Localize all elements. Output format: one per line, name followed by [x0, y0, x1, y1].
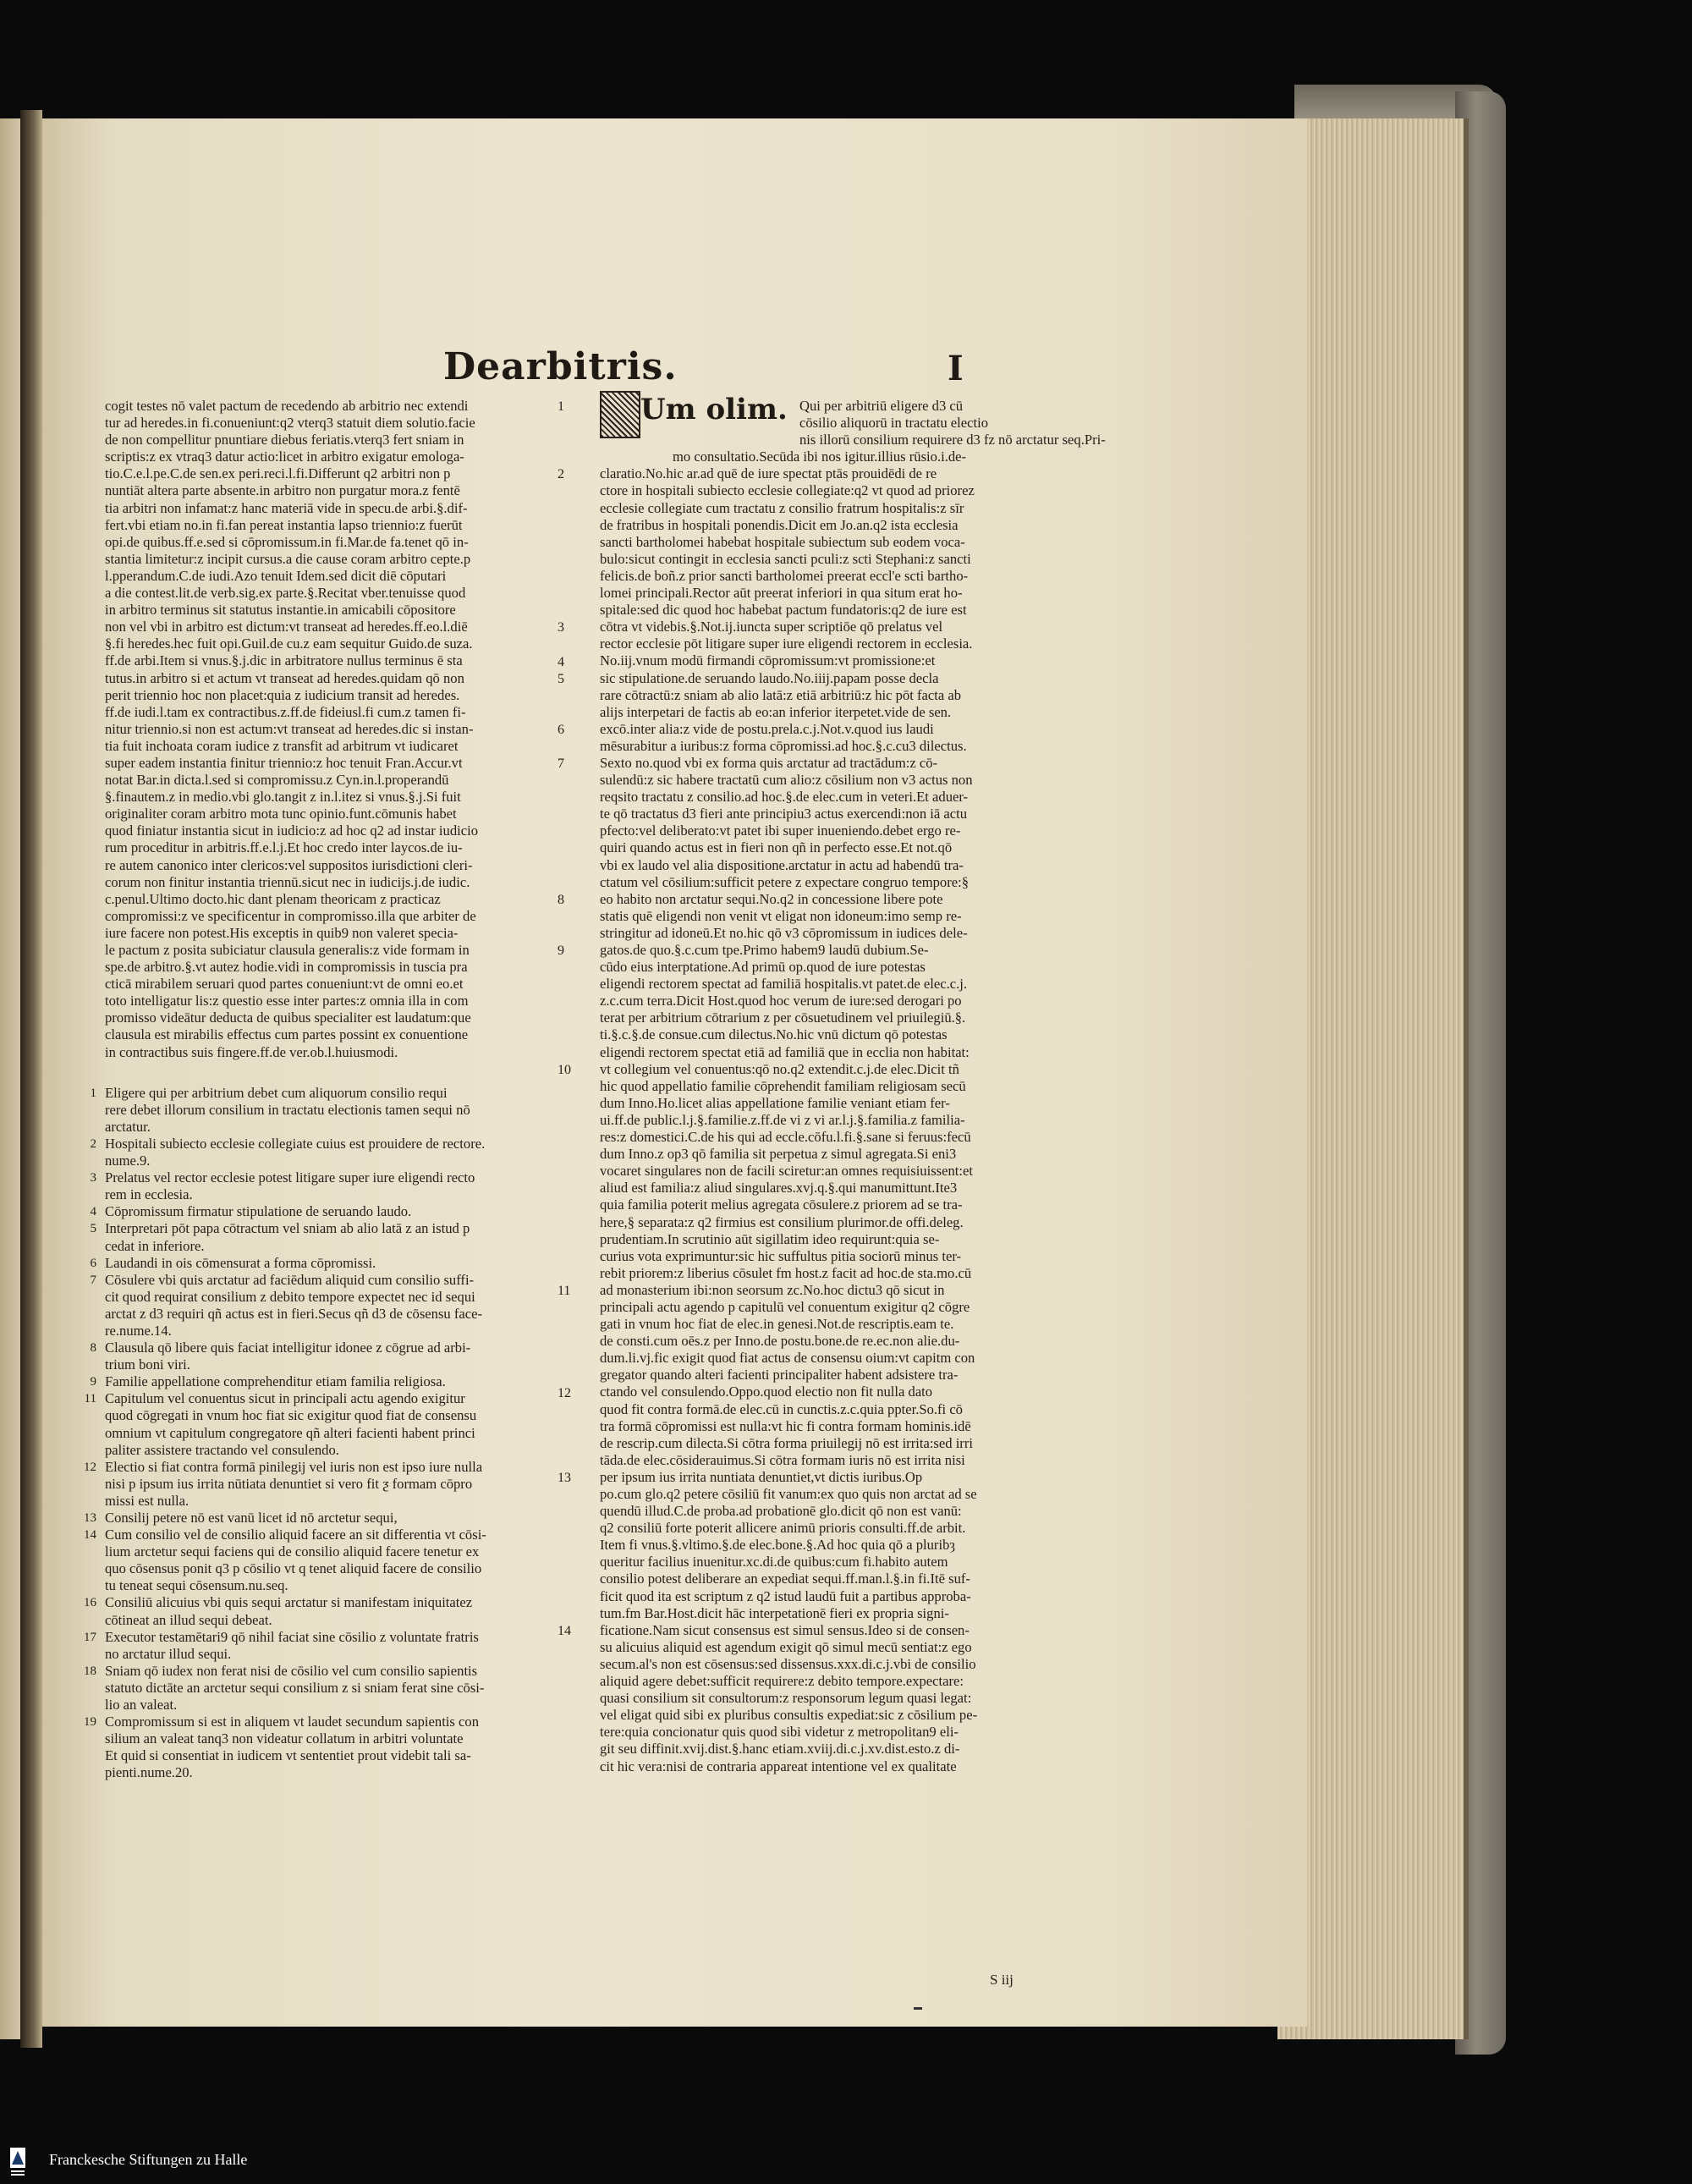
text-line: de consti.cum oēs.z per Inno.de postu.bone.de re.ec.non alie.du-	[600, 1333, 960, 1350]
summary-line: Prelatus vel rector ecclesie potest litigare super iure eligendi recto	[105, 1169, 475, 1186]
summary-line: tu teneat sequi cōsensum.nu.seq.	[105, 1577, 288, 1594]
summary-number: 5	[90, 1222, 96, 1236]
marginal-number: 5	[558, 671, 564, 686]
text-line: stantia limitetur:z incipit cursus.a die cause coram arbitro cepte.p	[105, 550, 471, 567]
left-column	[68, 398, 544, 1782]
text-line: reqsito tractatu z consilio.ad hoc.§.de elec.cum in veteri.Et aduer-	[600, 789, 969, 806]
text-line: curius vota exprimuntur:sic hic suffultus pitia sociorū minus ter-	[600, 1247, 962, 1264]
text-line: in arbitro terminus sit statutus instantie.in amicabili cōpositore	[105, 602, 456, 619]
text-line: pfecto:vel deliberato:vt patet ibi super inueniendo.debet ergo re-	[600, 822, 961, 839]
summary-line: arctat z d3 requiri qñ actus est in fieri.Secus qñ d3 de cōsensu face-	[105, 1305, 483, 1322]
summary-number: 3	[90, 1171, 96, 1186]
summary-line: cōtineat an illud sequi debeat.	[105, 1611, 272, 1628]
summary-line: quo cōsensus ponit q3 p cōsilio vt q tenet aliquid facere de consilio	[105, 1560, 482, 1577]
text-line: tur ad heredes.in fi.conueniunt:q2 vterq3 statuit diem solutio.facie	[105, 415, 475, 432]
text-line: bulo:sicut contingit in ecclesia sancti pculi:z scti Stephani:z sancti	[600, 550, 971, 567]
marginal-number: 4	[558, 654, 564, 669]
text-line: tāda.de elec.cōsiderauimus.Si cōtra formam iuris nō est irrita nisi	[600, 1451, 965, 1468]
marginal-number: 10	[558, 1062, 571, 1077]
marginal-number: 3	[558, 620, 564, 635]
text-line: sulendū:z sic habere tractatū cum alio:z cōsilium non v3 actus non	[600, 772, 973, 789]
text-line: vocaret singulares non de facili sciretur:an omnes requisiuissent:et	[600, 1163, 973, 1180]
running-title: Dearbitris.	[443, 345, 678, 388]
text-line: ecclesie collegiate cum tractatu z consilio fratrum hospitalis:z sīr	[600, 499, 964, 516]
summary-item	[68, 1169, 544, 1203]
text-line: po.cum glo.q2 petere cōsiliū fit vanum:ex quo quis non arctat ad se	[600, 1486, 977, 1502]
text-line: opi.de quibus.ff.e.sed si cōpromissum.in fi.Mar.de fa.tenet qō in-	[105, 533, 469, 550]
text-line: cogit testes nō valet pactum de recedendo ab arbitrio nec extendi	[105, 398, 469, 414]
text-line: cōtra vt videbis.§.Not.ij.iuncta super scriptiōe qō prelatus vel	[600, 619, 943, 635]
text-line: aliquid agere debet:sufficit requirere:z debito tempore.expectare:	[600, 1673, 964, 1690]
text-line: rum proceditur in arbitris.ff.e.l.j.Et hoc credo inter laycos.de iu-	[105, 839, 463, 856]
text-line: fert.vbi etiam no.in fi.fan pereat instantia lapso triennio:z fuerūt	[105, 516, 463, 533]
summary-line: silium an valeat tanq3 non videatur collatum in arbitri voluntate	[105, 1730, 464, 1747]
institution-name: Franckesche Stiftungen zu Halle	[49, 2151, 248, 2168]
text-line: stringitur ad idoneū.Et no.hic qō v3 cōpromissum in iudices dele-	[600, 924, 968, 941]
text-line: nis illorū consilium requirere d3 fz nō arctatur seq.Pri-	[799, 432, 1106, 448]
summary-line: omnium vt capitulum congregatore qñ alteri facienti habent princi	[105, 1424, 475, 1441]
summary-line: pienti.nume.20.	[105, 1764, 193, 1781]
text-line: spitale:sed dic quod hoc habebat pactum fundatoris:q2 de iure est	[600, 602, 967, 619]
text-line: rare cōtractū:z sniam ab alio latā:z etiā arbitriū:z hic pōt facta ab	[600, 686, 962, 703]
summary-line: Sniam qō iudex non ferat nisi de cōsilio vel cum consilio sapientis	[105, 1662, 478, 1679]
summary-line: cedat in inferiore.	[105, 1237, 205, 1254]
book-page	[34, 118, 1307, 2027]
summary-number: 11	[84, 1392, 96, 1406]
text-line: No.iij.vnum modū firmandi cōpromissum:vt promissione:et	[600, 652, 936, 669]
text-line: mo consultatio.Secūda ibi nos igitur.illius rūsio.i.de-	[673, 448, 967, 465]
summary-line: paliter assistere tractando vel consulendo.	[105, 1441, 339, 1458]
summary-item	[68, 1220, 544, 1254]
text-line: su alicuius aliquid est agendum exigit qō simul mecū sentiat:z ego	[600, 1638, 972, 1655]
text-line: queritur facilius inuenitur.xc.di.de quibus:cum fi.habito autem	[600, 1554, 948, 1571]
summary-line: Interpretari pōt papa cōtractum vel sniam ab alio latā z an istud p	[105, 1220, 470, 1237]
text-line: ficit quod ita est scriptum z q2 istud laudū fuit a partibus approba-	[600, 1587, 971, 1604]
institution-logo-icon	[8, 2146, 27, 2178]
marginal-number: 8	[558, 892, 564, 907]
summary-number: 18	[84, 1664, 96, 1678]
text-line: Item fi vnus.§.vltimo.§.de elec.bone.§.Ad hoc quia qō a pluribȝ	[600, 1537, 955, 1554]
summary-item	[68, 1527, 544, 1594]
text-line: super eadem instantia finitur triennio:z hoc tenuit Fran.Accur.vt	[105, 754, 463, 771]
summary-line: lium arctetur sequi faciens qui de consilio aliquid facere tenetur ex	[105, 1543, 480, 1560]
text-line: secum.al's non est cōsensus:sed dissensus.xxx.di.c.j.vbi de consilio	[600, 1655, 976, 1672]
text-line: aliud est familia:z aliud singulares.xvj.q.§.qui manumittunt.Ite3	[600, 1180, 958, 1197]
text-line: cticā mirabilem seruari quod partes conueniunt:vt de omni eo.et	[105, 976, 464, 993]
text-line: alijs interpetari de factis ab eo:an inferior iterpetet.vide de sen.	[600, 703, 952, 720]
summary-item	[68, 1136, 544, 1169]
text-line: eligendi rectorem spectat ad familiā hospitalis.vt patet.de elec.c.j.	[600, 976, 968, 993]
text-line: perit triennio hoc non placet:quia z iudicium transit ad heredes.	[105, 686, 460, 703]
text-line: c.penul.Ultimo docto.hic dant plenam theoricam z practicaz	[105, 890, 441, 907]
summary-item	[68, 1203, 544, 1220]
text-line: l.pperandum.C.de iudi.Azo tenuit Idem.sed dicit diē cōputari	[105, 567, 447, 584]
text-line: gregator quando alteri facienti principaliter habent adsistere tra-	[600, 1367, 959, 1384]
text-line: nuntiāt altera parte absente.in arbitro non purgatur mora.z fentē	[105, 482, 460, 499]
text-line: excō.inter alia:z vide de postu.prela.c.j.Not.v.quod ius laudi	[600, 720, 934, 737]
marginal-number: 9	[558, 943, 564, 959]
summary-item	[68, 1629, 544, 1663]
summary-line: cit quod requirat consilium z debito tempore expectet nec id sequi	[105, 1288, 475, 1305]
text-line: sancti bartholomei habebat hospitale subiectum sub eodem voca-	[600, 533, 965, 550]
text-line: felicis.de boñ.z prior sancti bartholomei preerat eccl'e scti bartho-	[600, 567, 969, 584]
text-line: quasi consilium sit consultorum:z responsorum legum quasi legat:	[600, 1690, 972, 1707]
text-line: ui.ff.de public.l.j.§.familie.z.ff.de vi z vi ar.l.j.§.familia.z familia-	[600, 1111, 965, 1128]
summary-line: Familie appellatione comprehenditur etiam familia religiosa.	[105, 1373, 446, 1390]
summary-number: 14	[84, 1528, 96, 1543]
marginal-number: 6	[558, 722, 564, 737]
text-line: statis quē eligendi non venit vt eligat non idoneum:imo semp re-	[600, 907, 962, 924]
summary-number: 9	[90, 1375, 96, 1389]
summary-line: Capitulum vel conuentus sicut in principali actu agendo exigitur	[105, 1390, 465, 1407]
text-line: rector ecclesie pōt litigare super iure eligendi rectorem in ecclesia.	[600, 635, 973, 652]
text-line: tia fuit inchoata coram iudice z transfit ad arbitrum vt iudicaret	[105, 737, 459, 754]
text-line: principali actu agendo p capitulū vel conuentum exigitur q2 cōgre	[600, 1298, 970, 1315]
text-line: ti.§.c.§.de consue.cum dilectus.No.hic vnū dictum qō potestas	[600, 1026, 948, 1043]
summary-line: missi est nulla.	[105, 1492, 190, 1509]
text-line: te qō tractatus d3 fieri ante principiu3 actus exercendi:non iā actu	[600, 806, 968, 822]
text-line: le pactum z posita subiciatur clausula generalis:z vide formam in	[105, 942, 470, 958]
text-line: quendū illud.C.de proba.ad probationē glo.dicit qō non est vanū:	[600, 1503, 962, 1520]
marginal-number: 14	[558, 1624, 571, 1639]
summaries-list	[68, 1085, 544, 1782]
text-line: ctatum vel cōsilium:sufficit petere z expectare congruo tempore:§	[600, 873, 970, 890]
text-line: compromissi:z ve specificentur in compromisso.illa que arbiter de	[105, 907, 476, 924]
summary-line: lio an valeat.	[105, 1697, 178, 1714]
page-header	[34, 345, 1307, 396]
summary-line: quod cōgregati in vnum hoc fiat sic exigitur quod fiat de consensu	[105, 1407, 477, 1424]
text-line: quod fit contra formā.de elec.cū in cunctis.z.c.quia ppter.So.fi cō	[600, 1400, 963, 1417]
summary-line: trium boni viri.	[105, 1356, 190, 1373]
text-line: promisso videātur deducta de quibus specialiter est laudatum:que	[105, 1009, 471, 1026]
text-line: Sexto no.quod vbi ex forma quis arctatur ad tractādum:z cō-	[600, 754, 938, 771]
text-line: quia familia poterit melius agregata cōsulere.z priorem ad se tra-	[600, 1197, 963, 1213]
text-line: cit hic vera:nisi de contraria appareat intentione vel ex qualitate	[600, 1758, 957, 1774]
text-line: de fratribus in hospitali ponendis.Dicit em Jo.an.q2 ista ecclesia	[600, 516, 959, 533]
summary-line: nisi p ipsum ius irrita nūtiata denuntiet si vero fit ƺ formam cōpro	[105, 1475, 473, 1492]
text-line: dum Inno.z op3 qō familia sit perpetua z simul agregata.Si eni3	[600, 1146, 957, 1163]
text-line: ff.de iudi.l.tam ex contractibus.z.ff.de fideiusl.fi cum.z tamen fi-	[105, 703, 466, 720]
summary-line: arctatur.	[105, 1118, 151, 1135]
text-line: gati in vnum hoc fiat de elec.in genesi.Not.de rescriptis.eam te.	[600, 1316, 954, 1333]
summary-item	[68, 1255, 544, 1272]
summary-item	[68, 1594, 544, 1628]
text-line: corum non finitur instantia triennū.sicut nec in iudicijs.j.de iudic.	[105, 873, 470, 890]
text-line: sic stipulatione.de seruando laudo.No.iiij.papam posse decla	[600, 669, 939, 686]
summary-item	[68, 1390, 544, 1458]
text-line: tia arbitri non infamat:z hanc materiā vide in specu.de arbi.§.dif-	[105, 499, 468, 516]
text-line: mēsurabitur a iuribus:z forma cōpromissi.ad hoc.§.c.cu3 dilectus.	[600, 737, 967, 754]
summary-number: 1	[90, 1086, 96, 1100]
summary-number: 12	[84, 1460, 96, 1474]
decorative-mark	[914, 2007, 922, 2010]
text-line: §.fi heredes.hec fuit opi.Guil.de cu.z eam sequitur Guido.de suza.	[105, 635, 473, 652]
summary-number: 17	[84, 1630, 96, 1644]
summary-number: 2	[90, 1136, 96, 1151]
text-line: tutus.in arbitro si et actum vt transeat ad heredes.quidam qō non	[105, 669, 464, 686]
summary-line: re.nume.14.	[105, 1322, 172, 1339]
text-line: dum.li.vj.fic exigit quod fiat actus de consensu oium:vt capitm con	[600, 1350, 975, 1367]
marginal-number: 7	[558, 756, 564, 772]
summary-number: 16	[84, 1596, 96, 1610]
text-line: hic quod appellatio familie cōprehendit familiam religiosam secū	[600, 1077, 966, 1094]
summary-item	[68, 1714, 544, 1781]
text-line: eo habito non arctatur sequi.No.q2 in concessione libere pote	[600, 890, 943, 907]
text-line: notat Bar.in dicta.l.sed si compromissu.z Cyn.in.l.properandū	[105, 772, 449, 789]
footer-bar	[0, 2141, 1692, 2184]
summary-line: rere debet illorum consilium in tractatu electionis tamen sequi nō	[105, 1101, 470, 1118]
summary-line: Cōsulere vbi quis arctatur ad faciēdum aliquid cum consilio suffi-	[105, 1271, 475, 1288]
book-gutter	[20, 110, 42, 2048]
summary-item	[68, 1459, 544, 1510]
summary-number: 8	[90, 1341, 96, 1356]
folio-number: I	[948, 349, 964, 388]
text-line: lomei principali.Rector aūt preerat inferiori in qua situm erat ho-	[600, 585, 963, 602]
marginal-number: 2	[558, 467, 564, 482]
text-line: §.finautem.z in medio.vbi glo.tangit z in.l.itez si vnus.§.j.Si fuit	[105, 789, 461, 806]
summary-item	[68, 1272, 544, 1340]
summary-line: Et quid si consentiat in iudicem vt sententiet prout videbit tali sa-	[105, 1747, 471, 1764]
summary-number: 19	[84, 1715, 96, 1730]
summary-line: Consilij petere nō est vanū licet id nō arctetur sequi,	[105, 1510, 398, 1526]
summary-item	[68, 1085, 544, 1136]
summary-line: Consiliū alicuius vbi quis sequi arctatur si manifestam iniquitatez	[105, 1594, 473, 1611]
text-line: toto intelligatur lis:z questio esse inter partes:z omnia illa in com	[105, 993, 469, 1009]
text-line: ctando vel consulendo.Oppo.quod electio non fit nulla dato	[600, 1384, 933, 1400]
text-line: vel eligat quid sibi ex pluribus consultis expediat:sic z cōsilium pe-	[600, 1707, 978, 1724]
text-line: quod finiatur instantia sicut in iudicio:z ad hoc q2 ad instar iudicio	[105, 822, 479, 839]
text-line: a die contest.lit.de verb.sig.ex parte.§.Recitat vber.tenuisse quod	[105, 585, 466, 602]
text-line: ad monasterium ibi:non seorsum zc.No.hoc dictu3 qō sicut in	[600, 1281, 945, 1298]
text-line: iure facere non potest.His exceptis in quib9 non valeret specia-	[105, 924, 459, 941]
summary-number: 6	[90, 1256, 96, 1270]
text-line: consilio potest deliberare an expediat sequi.ff.man.l.§.in fi.Itē suf-	[600, 1571, 970, 1587]
text-line: vbi ex laudo vel alia dispositione.arctatur in actu ad habendū tra-	[600, 856, 964, 873]
text-line: gatos.de quo.§.c.cum tpe.Primo habem9 laudū dubium.Se-	[600, 942, 929, 958]
right-column	[546, 393, 1121, 1775]
summary-item	[68, 1373, 544, 1390]
text-line: ctore in hospitali subiecto ecclesie collegiate:q2 vt quod ad priorez	[600, 482, 975, 499]
decorated-initial	[600, 391, 640, 438]
text-line: eligendi rectorem spectat etiā ad familiā que in ecclia non habitat:	[600, 1043, 970, 1060]
signature-mark: S iij	[990, 1972, 1014, 1988]
text-line: tra formā cōpromissi est nulla:vt hic fi contra formam hominis.idē	[600, 1417, 971, 1434]
summary-item	[68, 1510, 544, 1527]
summary-line: Clausula qō libere quis faciat intelligitur idonee z cōgrue ad arbi-	[105, 1340, 471, 1356]
text-line: cūdo eius interptatione.Ad primū op.quod de iure potestas	[600, 959, 926, 976]
text-line: scriptis:z ex vtraq3 datur actio:licet in arbitro exigatur emologa-	[105, 448, 464, 465]
text-line: per ipsum ius irrita nuntiata denuntiet,vt dictis iuribus.Op	[600, 1468, 923, 1485]
text-line: ficatione.Nam sicut consensus est simul sensus.Ideo si de consen-	[600, 1621, 970, 1638]
text-line: Qui per arbitriū eligere d3 cū	[799, 398, 964, 414]
text-line: cōsilio aliquorū in tractatu electio	[799, 415, 989, 432]
text-line: non vel vbi in arbitro est dictum:vt transeat ad heredes.ff.eo.l.diē	[105, 619, 468, 635]
text-line: quiri quando actus est in fieri non qñ in perfecto esse.Et not.qō	[600, 839, 953, 856]
left-main-text	[68, 398, 544, 1061]
text-line: prudentiam.In scrutinio aūt sigillatim ideo requirunt:quia se-	[600, 1230, 940, 1247]
summary-line: Electio si fiat contra formā pinilegij vel iuris non est ipso iure nulla	[105, 1458, 483, 1475]
text-line: clausula est mirabilis effectus cum partes possint ex conuentione	[105, 1026, 469, 1043]
text-line: in contractibus suis fingere.ff.de ver.ob.l.huiusmodi.	[105, 1043, 398, 1060]
summary-item	[68, 1340, 544, 1373]
marginal-number: 13	[558, 1471, 571, 1486]
summary-line: statuto dictāte an arctetur sequi consilium z si sniam ferat sine cōsi-	[105, 1679, 485, 1696]
text-line: de non compellitur pnuntiare diebus feriatis.vterq3 fert sniam in	[105, 432, 464, 448]
text-line: spe.de arbitro.§.vt autez hodie.vidi in compromissis in tuscia pra	[105, 959, 468, 976]
marginal-number: 12	[558, 1385, 571, 1400]
text-line: rebit priorem:z liberius cōsulet fm host.z facit ad hoc.de sta.mo.cū	[600, 1264, 972, 1281]
text-line: terat per arbitrium cōtrarium z per cōsuetudinem vel priuilegiū.§.	[600, 1009, 966, 1026]
text-line: tere:quia concionatur quis quod sibi videtur z metropolitan9 eli-	[600, 1724, 959, 1741]
summary-number: 7	[90, 1273, 96, 1287]
text-line: dum Inno.Ho.licet alias appellatione familie veniant etiam fer-	[600, 1094, 950, 1111]
text-line: here,§ separata:z q2 firmius est consilium plurimor.de offi.deleg.	[600, 1213, 964, 1230]
summary-line: Laudandi in ois cōmensurat a forma cōpromissi.	[105, 1254, 376, 1271]
right-main-text	[546, 398, 1121, 1775]
summary-number: 13	[84, 1511, 96, 1525]
text-line: res:z domestici.C.de his qui ad eccle.cōfu.l.fi.§.sane si feruus:fecū	[600, 1129, 971, 1146]
text-line: originaliter coram arbitro mota tunc opinio.funt.cōmunis habet	[105, 806, 457, 822]
marginal-number: 11	[558, 1284, 571, 1299]
summary-item	[68, 1663, 544, 1714]
summary-number: 4	[90, 1205, 96, 1219]
text-line: claratio.No.hic ar.ad quē de iure spectat ptās prouidēdi de re	[600, 465, 937, 482]
text-line: tum.fm Bar.Host.dicit hāc interpetationē fieri ex propria signi-	[600, 1604, 949, 1621]
opening-word: Um olim.	[640, 393, 788, 426]
text-line: git seu diffinit.xvij.dist.§.hanc etiam.xviij.di.c.j.xv.dist.esto.z di-	[600, 1741, 960, 1758]
text-line: ff.de arbi.Item si vnus.§.j.dic in arbitratore nullus terminus ē sta	[105, 652, 463, 669]
text-line: nitur triennio.si non est actum:vt transeat ad heredes.dic si instan-	[105, 720, 474, 737]
text-line: q2 consiliū forte poterit allicere animū prioris consulti.ff.de arbit.	[600, 1520, 966, 1537]
summary-line: Compromissum si est in aliquem vt laudet secundum sapientis con	[105, 1714, 479, 1730]
summary-line: Cum consilio vel de consilio aliquid facere an sit differentia vt cōsi-	[105, 1527, 486, 1543]
summary-line: Eligere qui per arbitrium debet cum aliquorum consilio requi	[105, 1084, 448, 1101]
text-line: re autem canonico inter clericos:vel suppositos iurisdictioni cleri-	[105, 856, 473, 873]
summary-line: no arctatur illud sequi.	[105, 1645, 232, 1662]
summary-line: rem in ecclesia.	[105, 1186, 193, 1203]
text-line: de rescrip.cum dilecta.Si cōtra forma priuilegij nō est irrita:sed irri	[600, 1434, 973, 1451]
summary-line: nume.9.	[105, 1153, 151, 1169]
text-line: z.c.cum terra.Dicit Host.quod hoc verum de iure:sed derogari po	[600, 993, 962, 1009]
summary-line: Executor testamētari9 qō nihil faciat sine cōsilio z voluntate fratris	[105, 1628, 479, 1645]
summary-line: Hospitali subiecto ecclesie collegiate cuius est prouidere de rectore.	[105, 1135, 486, 1152]
marginal-number: 1	[558, 399, 564, 414]
text-line: tio.C.e.l.pe.C.de sen.ex peri.reci.l.fi.Differunt q2 arbitri non p	[105, 465, 451, 482]
summary-line: Cōpromissum firmatur stipulatione de seruando laudo.	[105, 1203, 412, 1220]
text-line: vt collegium vel conuentus:qō no.q2 extendit.c.j.de elec.Dicit tñ	[600, 1060, 959, 1077]
